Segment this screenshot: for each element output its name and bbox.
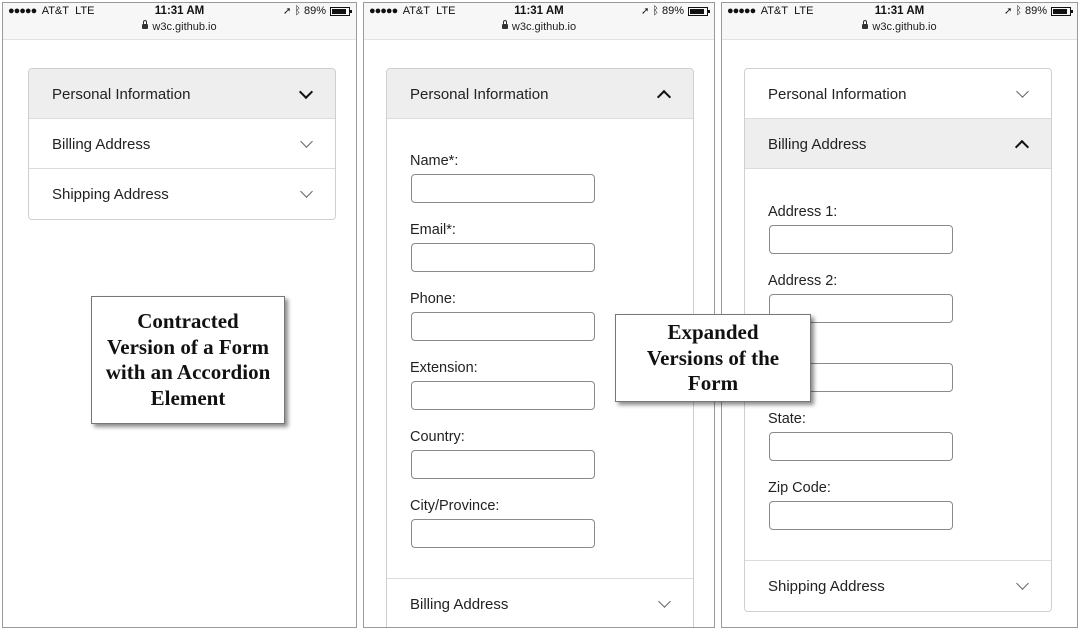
field-label-extension: Extension: xyxy=(410,360,478,376)
status-time: 11:31 AM xyxy=(514,5,564,17)
accordion-title: Personal Information xyxy=(52,86,191,103)
callout-line: Form xyxy=(687,371,739,395)
address-bar[interactable] xyxy=(722,21,1077,33)
accordion-header-personal[interactable] xyxy=(29,69,335,119)
callout-line: with an Accordion xyxy=(105,360,271,384)
status-bar xyxy=(722,3,1077,40)
field-label-city-province: City/Province: xyxy=(410,498,500,514)
accordion-header-billing[interactable] xyxy=(387,579,693,628)
location-arrow-icon: ➚ xyxy=(1003,5,1013,17)
accordion-title: Shipping Address xyxy=(52,186,169,203)
signal-dots-icon: ●●●●● xyxy=(727,5,756,17)
callout-line: Contracted xyxy=(137,309,239,333)
callout-contracted xyxy=(91,296,285,424)
lock-icon xyxy=(142,24,148,29)
bluetooth-icon: ᛒ xyxy=(294,5,301,17)
chevron-up-icon xyxy=(657,90,671,104)
chevron-down-icon xyxy=(658,595,671,608)
field-label-address-1: Address 1: xyxy=(768,204,838,220)
chevron-down-icon xyxy=(300,185,313,198)
accordion-header-shipping[interactable] xyxy=(29,169,335,219)
accordion-title: Personal Information xyxy=(768,86,907,103)
status-indicators xyxy=(641,5,708,17)
status-time: 11:31 AM xyxy=(154,5,205,17)
url-text: w3c.github.io xyxy=(511,21,577,33)
accordion-header-personal[interactable] xyxy=(745,69,1051,119)
zip-code-input[interactable] xyxy=(769,501,953,530)
accordion-title: Shipping Address xyxy=(768,578,885,595)
callout-line: Expanded xyxy=(667,320,759,344)
url-text: w3c.github.io xyxy=(872,21,937,33)
location-arrow-icon: ➚ xyxy=(640,5,650,17)
lock-icon xyxy=(862,24,868,29)
callout-line: Versions of the xyxy=(646,345,780,370)
accordion-header-billing[interactable] xyxy=(29,119,335,169)
carrier-name: AT&T xyxy=(402,5,430,17)
callout-expanded xyxy=(615,314,811,402)
field-label-zip-code: Zip Code: xyxy=(768,480,831,496)
phone-input[interactable] xyxy=(411,312,595,341)
name-input[interactable] xyxy=(411,174,595,203)
battery-percent: 89% xyxy=(1024,5,1047,17)
chevron-up-icon xyxy=(1015,140,1029,154)
extension-input[interactable] xyxy=(411,381,595,410)
form-accordion xyxy=(28,68,336,220)
battery-icon xyxy=(688,7,708,16)
accordion-title: Billing Address xyxy=(52,136,151,153)
status-indicators xyxy=(283,5,350,17)
accordion-header-billing[interactable] xyxy=(745,119,1051,169)
accordion-title: Billing Address xyxy=(410,596,509,613)
address-bar[interactable] xyxy=(3,21,356,33)
bluetooth-icon: ᛒ xyxy=(1015,5,1022,17)
battery-icon xyxy=(1051,7,1071,16)
chevron-down-icon xyxy=(1016,577,1029,590)
city-province-input[interactable] xyxy=(411,519,595,548)
field-label-email: Email*: xyxy=(410,222,456,238)
field-label-state: State: xyxy=(768,411,806,427)
status-bar xyxy=(364,3,714,40)
chevron-down-icon xyxy=(300,135,313,148)
accordion-header-shipping[interactable] xyxy=(745,561,1051,611)
accordion-title: Billing Address xyxy=(768,136,867,153)
accordion-header-personal[interactable] xyxy=(387,69,693,119)
state-input[interactable] xyxy=(769,432,953,461)
chevron-down-icon xyxy=(1016,85,1029,98)
url-text: w3c.github.io xyxy=(152,21,217,33)
country-input[interactable] xyxy=(411,450,595,479)
field-label-address-2: Address 2: xyxy=(768,273,838,289)
field-label-name: Name*: xyxy=(410,153,459,169)
signal-dots-icon: ●●●●● xyxy=(369,5,398,17)
lock-icon xyxy=(502,24,508,29)
status-indicators xyxy=(1004,5,1071,17)
battery-icon xyxy=(330,7,350,16)
carrier-name: AT&T xyxy=(41,5,69,17)
status-bar xyxy=(3,3,356,40)
network-type: LTE xyxy=(794,5,814,17)
signal-dots-icon: ●●●●● xyxy=(8,5,37,17)
address-1-input[interactable] xyxy=(769,225,953,254)
battery-percent: 89% xyxy=(303,5,326,17)
network-type: LTE xyxy=(75,5,95,17)
network-type: LTE xyxy=(436,5,456,17)
accordion-title: Personal Information xyxy=(410,86,549,103)
carrier-name: AT&T xyxy=(760,5,788,17)
callout-line: Element xyxy=(150,385,226,410)
callout-line: Version of a Form xyxy=(107,334,269,359)
status-time: 11:31 AM xyxy=(874,5,925,17)
battery-percent: 89% xyxy=(661,5,684,17)
field-label-country: Country: xyxy=(410,429,465,445)
field-label-phone: Phone: xyxy=(410,291,456,307)
location-arrow-icon: ➚ xyxy=(282,5,292,17)
chevron-down-icon xyxy=(299,85,313,99)
address-bar[interactable] xyxy=(364,21,714,33)
bluetooth-icon: ᛒ xyxy=(652,5,659,17)
email-input[interactable] xyxy=(411,243,595,272)
